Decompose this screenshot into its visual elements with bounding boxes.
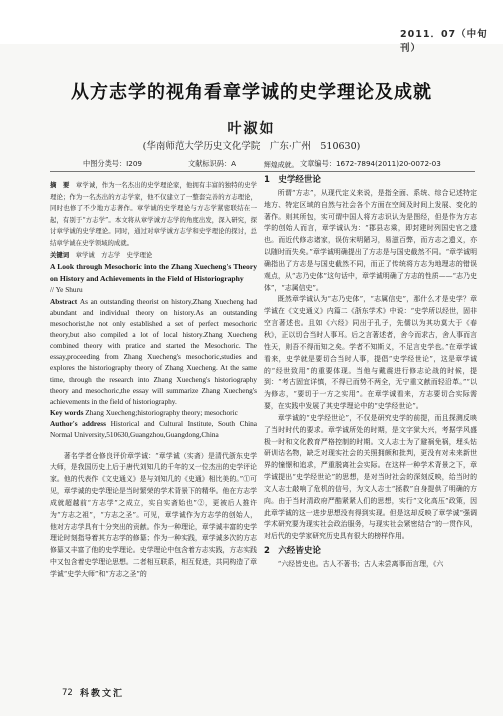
article-title: 从方志学的视角看章学诚的史学理论及成就: [71, 82, 432, 103]
english-keywords: [50, 407, 257, 418]
author-address-label: Author's address: [50, 419, 106, 429]
body-paragraph: 所谓“方志”，从现代定义来说，是指全面、系统、综合记述特定地方、特定区域的自然与社会各个方面在空间及时间上发展、变化的著作。则其所包，实可谓中国人将方志识认为是图经，但是作为方志学的创始人而言，章学诚认为：“郡县志乘，即封建时列国史官之遗也。而近代修志诸家，误仿宋明陋习，易滋百弊，而方志之遗义，亦以随时而失矣。”章学诚明确提出了方志是与国史截然不同。“章学诚明确指出了方志是与国史截然不同，而正了传统将方志为地理志的错误观点，从“志乃史体”这句话中，章学诚明确了方志的性质——“志乃史体”，“志属信史”。: [264, 188, 477, 292]
abstract-label: 摘 要: [50, 181, 70, 189]
abstract-text: 章学诚，作为一名杰出的史学理论家，他拥有丰富的独特的史学理论；作为一名杰出的方志学家，他不仅建立了一整套完善的方志理论，同时也修了不少地方志著作。章学诚的史学理论与方志学紧密联结在一起，有别于“方志学”。本文将从章学诚方志学的角度出发，深入研究，探讨章学诚的史学理论。同时，通过对章学诚方志学和史学理论的探讨，总结章学诚在史学领域的成就。: [50, 181, 258, 247]
keywords-label: 关键词: [50, 250, 70, 259]
keywords-text: 章学诚 方志学 史学理论: [75, 250, 153, 259]
chinese-keywords: [50, 250, 257, 262]
english-keywords-text: Zhang Xuecheng;historiography theory; mesochoric: [85, 408, 238, 418]
english-abstract-label: Abstract: [50, 296, 78, 306]
body-paragraph: “六经皆史也。古人不著书；古人未尝离事而言理，《六: [277, 560, 444, 569]
english-keywords-label: Key words: [50, 408, 84, 418]
english-abstract-text: As an outstanding theorist on history,Zhang Xuecheng had abundant and individual theory on history.As an outstanding mesochorist,he not only established a set of perfect mesochoric theory,but also compiled a lot of local history.Zhang Xuecheng combined theory with pratice and started the Mesochoric. The essay,proceeding from Zhang Xuecheng's mesochoric,studies and explores the historiography theory of Zhang Xuecheng. At the same time, through the research into Zhang Xuecheng's historiography theory and mesochoric,the essay will summarize Zhang Xuecheng's achievements in the field of historiography.: [50, 296, 257, 406]
left-column: [50, 180, 257, 581]
journal-name: 科教文汇: [80, 689, 125, 699]
page-number: 72: [62, 688, 73, 698]
english-author: // Ye Shuru: [50, 285, 83, 295]
section-heading-2: 2 六经皆史论: [264, 546, 321, 557]
section-heading-1: 1 史学经世论: [264, 174, 321, 185]
clc-number: 中图分类号：I209: [83, 159, 142, 168]
author-address: [50, 418, 257, 440]
body-paragraph: 章学诚的“史学经世论”，不仅是研究史学的前提，而且探测反映了当时时代的要求。章学诚所处的时期，是文字狱大兴，考据学风盛极一时和文化教育严格控制的时期。文人志士为了避祸免祸，埋头钻研训诂名物，缺乏对现实社会的关照拥颇和批判，更没有对未来新世界的憧憬和追求，严重脱离社会实际。在这样一种学术背景之下，章学诚提出“史学经世论”的思想，是对当时社会的深刻反映，给当时的文人志士敲响了危机的信号，为文人志士“拯救”自身提供了明确的方向。由于当时清政府严酷紧紧人们的思想，实行“文化高压”政策，因此章学诚的这一进步思想没有得到实现。但是这却反映了章学诚“强调学术研究要为现实社会政治服务，与现实社会紧密结合”的一贯作风，对后代的史学家研究历史具有很大的榜样作用。: [264, 413, 477, 541]
author-affiliation: (华南师范大学历史文化学院 广东·广州 510630): [142, 141, 361, 152]
english-title: A Look through Mesochoric into the Zhang Xuecheng's Theory on History and Achievements in the Field of Historiography: [50, 262, 257, 283]
article-number: 文章编号：1672-7894(2011)20-0072-03: [300, 159, 441, 168]
chinese-abstract: [50, 180, 257, 250]
issue-badge: 2011．07（中旬刊）: [400, 29, 488, 54]
document-code: 文献标识码：A: [188, 159, 237, 168]
body-paragraph: 既然章学诚认为“志乃史体”，“志属信史”，那什么才是史学？章学诚在《文史通义》内篇二《浙东学术》中说：“史学所以经世，固非空言著述也。且如《六经》同出于孔子，先儒以为其功莫大于《春秋》，正以切合当时人事耳。后之言著述者，舍今而求古，舍人事而言性天，则吾不得而知之矣。学者不知斯义，不足言史学也。”在章学诚看来，史学就是要切合当时人事，提倡“史学经世论”，这是章学诚的“经世致用”的重要体现。当他与戴震进行修志论战的时候，提到：“考古固宜详慎，不得已而势不两全，无宁重文献而轻沿革。”“以为修志，“要切于一方之实用”。在章学诚看来，方志要切合实际需要，在实践中发展了其史学理论中的“史学经世论”。: [264, 295, 477, 411]
english-abstract: [50, 296, 257, 408]
body-continuation: 辉煌成就。: [264, 161, 299, 169]
author-address-text: Historical and Cultural Institute, South China Normal University,510630,Guangzhou,Guangdong,China: [50, 419, 258, 440]
right-column: [264, 160, 477, 571]
body-paragraph-left: 著名学者仓修良评价章学诚：“章学诚（实斋）是清代浙东史学大师，是我国历史上后于唐代刘知几的千年的又一位杰出的史学评论家。他的代表作《文史通义》是与刘知几的《史通》相比美的。”①可见，章学诚的史学理论是当时繁荣的学术背景下的精华。他在方志学成就超越前“方志学”之成立，实自实斋始也”②，更被后人推许为“方志之祖”，“方志之圣”。可见，章学诚作为方志学的创始人，他对方志学具有十分突出的贡献。作为一种理论，章学诚丰富的史学理论时刻指导着其方志学的修纂；作为一种实践，章学诚多次的方志修纂又丰富了他的史学理论。史学理论中包含着方志实践，方志实践中又包含着史学理论思想。二者相互联系，相互促进，共同构造了章学诚“史学大师”和“方志之圣”的: [50, 451, 257, 578]
article-author: 叶淑如: [227, 121, 276, 137]
